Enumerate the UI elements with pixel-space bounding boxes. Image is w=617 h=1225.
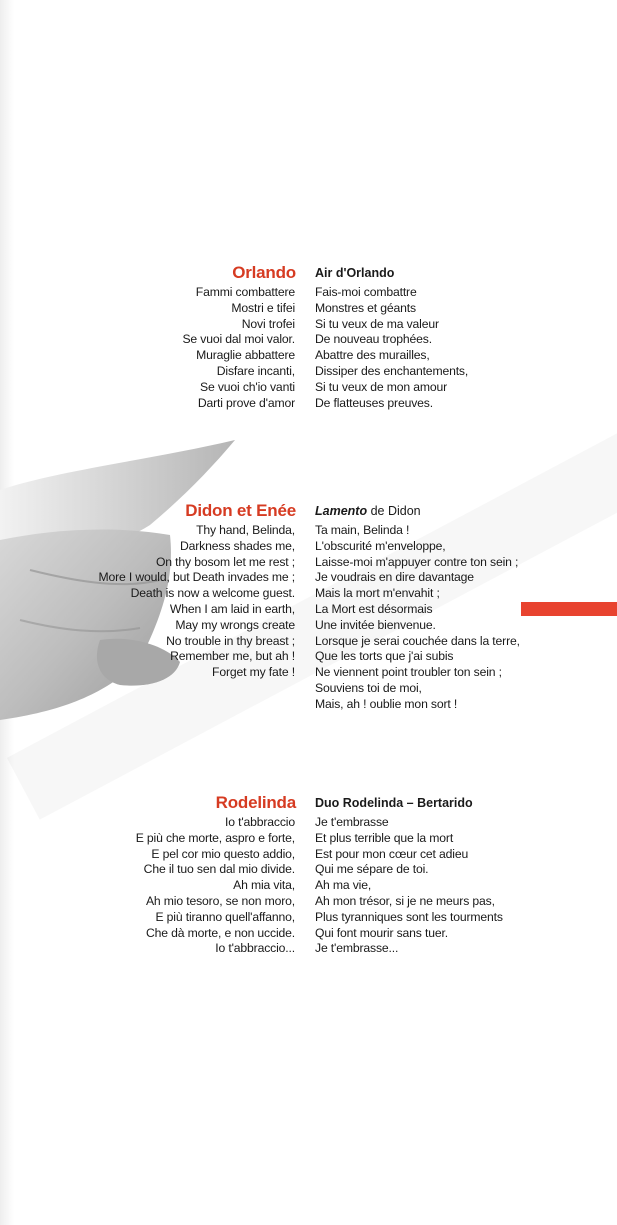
lyric-line: Io t'abbraccio	[224, 815, 295, 829]
translation-line: Ah mon trésor, si je ne meurs pas,	[315, 893, 495, 908]
section-heading: Rodelinda	[215, 793, 296, 812]
translation-line: Fais-moi combattre	[315, 285, 417, 299]
translation-line: Je voudrais en dire davantage	[315, 570, 474, 585]
lyric-line: Ah mia vita,	[233, 878, 295, 893]
lyric-line: E pel cor mio questo addio,	[151, 846, 295, 861]
translation-line: Si tu veux de ma valeur	[315, 316, 439, 331]
lyric-line: Mostri e tifei	[231, 300, 295, 315]
translation-line: Abattre des murailles,	[315, 348, 430, 363]
original-lyrics	[99, 523, 295, 681]
lyric-line: Remember me, but ah !	[170, 649, 295, 664]
lyric-line: Che il tuo sen dal mio divide.	[143, 862, 295, 877]
translation-lyrics	[315, 815, 503, 957]
original-lyrics	[136, 815, 295, 957]
red-page-tab	[521, 602, 617, 616]
translation-line: Souviens toi de moi,	[315, 680, 422, 695]
translation-line: Qui font mourir sans tuer.	[315, 925, 448, 940]
translation-line: Dissiper des enchantements,	[315, 363, 469, 378]
original-lyrics	[182, 285, 295, 411]
lyric-line: E più tiranno quell'affanno,	[155, 909, 295, 924]
lyric-line: Disfare incanti,	[216, 363, 295, 378]
translation-line: Monstres et géants	[315, 300, 416, 315]
lyric-line: May my wrongs create	[175, 617, 295, 632]
piece-title: Air d'Orlando	[315, 266, 395, 280]
translation-line: Que les torts que j'ai subis	[315, 649, 454, 664]
translation-line: Est pour mon cœur cet adieu	[315, 846, 469, 861]
translation-line: La Mort est désormais	[315, 601, 433, 616]
translation-line: De flatteuses preuves.	[315, 395, 433, 410]
translation-line: Mais la mort m'envahit ;	[315, 586, 440, 601]
translation-line: Mais, ah ! oublie mon sort !	[315, 696, 458, 711]
section-heading: Didon et Enée	[185, 501, 296, 520]
translation-line: Ah ma vie,	[315, 878, 372, 893]
lyric-line: Se vuoi dal moi valor.	[182, 332, 295, 347]
lyric-line: Se vuoi ch'io vanti	[199, 379, 295, 394]
piece-title: Duo Rodelinda – Bertarido	[315, 796, 473, 810]
lyric-line: Darkness shades me,	[179, 538, 295, 553]
lyric-line: On thy bosom let me rest ;	[155, 554, 295, 569]
translation-lyrics	[315, 285, 468, 411]
lyric-line: Ah mio tesoro, se non moro,	[145, 893, 295, 908]
lyric-line: Darti prove d'amor	[197, 395, 295, 410]
lyric-line: Death is now a welcome guest.	[130, 586, 295, 601]
translation-line: Je t'embrasse...	[315, 941, 399, 956]
lyric-line: No trouble in thy breast ;	[166, 633, 295, 648]
piece-title-italic: Lamento	[315, 504, 368, 518]
translation-line: Et plus terrible que la mort	[315, 830, 454, 845]
translation-line: Si tu veux de mon amour	[315, 379, 448, 394]
translation-line: Ne viennent point troubler ton sein ;	[315, 665, 502, 680]
translation-line: De nouveau trophées.	[315, 332, 432, 347]
piece-title-rest: de Didon	[367, 504, 421, 518]
piece-title	[315, 504, 421, 518]
lyric-line: Fammi combattere	[195, 285, 295, 299]
lyric-line: Muraglie abbattere	[196, 348, 295, 363]
translation-line: Qui me sépare de toi.	[315, 862, 429, 877]
lyric-line: E più che morte, aspro e forte,	[135, 830, 295, 845]
translation-line: Laisse-moi m'appuyer contre ton sein ;	[315, 554, 519, 569]
translation-line: Plus tyranniques sont les tourments	[315, 909, 503, 924]
lyric-line: Io t'abbraccio...	[215, 941, 295, 956]
lyric-line: Novi trofei	[241, 316, 295, 331]
lyric-line: Che dà morte, e non uccide.	[145, 925, 295, 940]
lyric-line: Thy hand, Belinda,	[196, 523, 295, 537]
translation-line: Je t'embrasse	[315, 815, 389, 829]
section-heading: Orlando	[232, 263, 296, 282]
translation-line: Lorsque je serai couchée dans la terre,	[315, 633, 520, 648]
translation-line: Ta main, Belinda !	[315, 523, 410, 537]
lyric-line: More I would, but Death invades me ;	[98, 570, 295, 585]
translation-lyrics	[315, 523, 520, 713]
translation-line: L'obscurité m'enveloppe,	[315, 538, 446, 553]
lyric-line: When I am laid in earth,	[169, 601, 295, 616]
lyric-line: Forget my fate !	[212, 665, 295, 680]
translation-line: Une invitée bienvenue.	[315, 617, 436, 632]
